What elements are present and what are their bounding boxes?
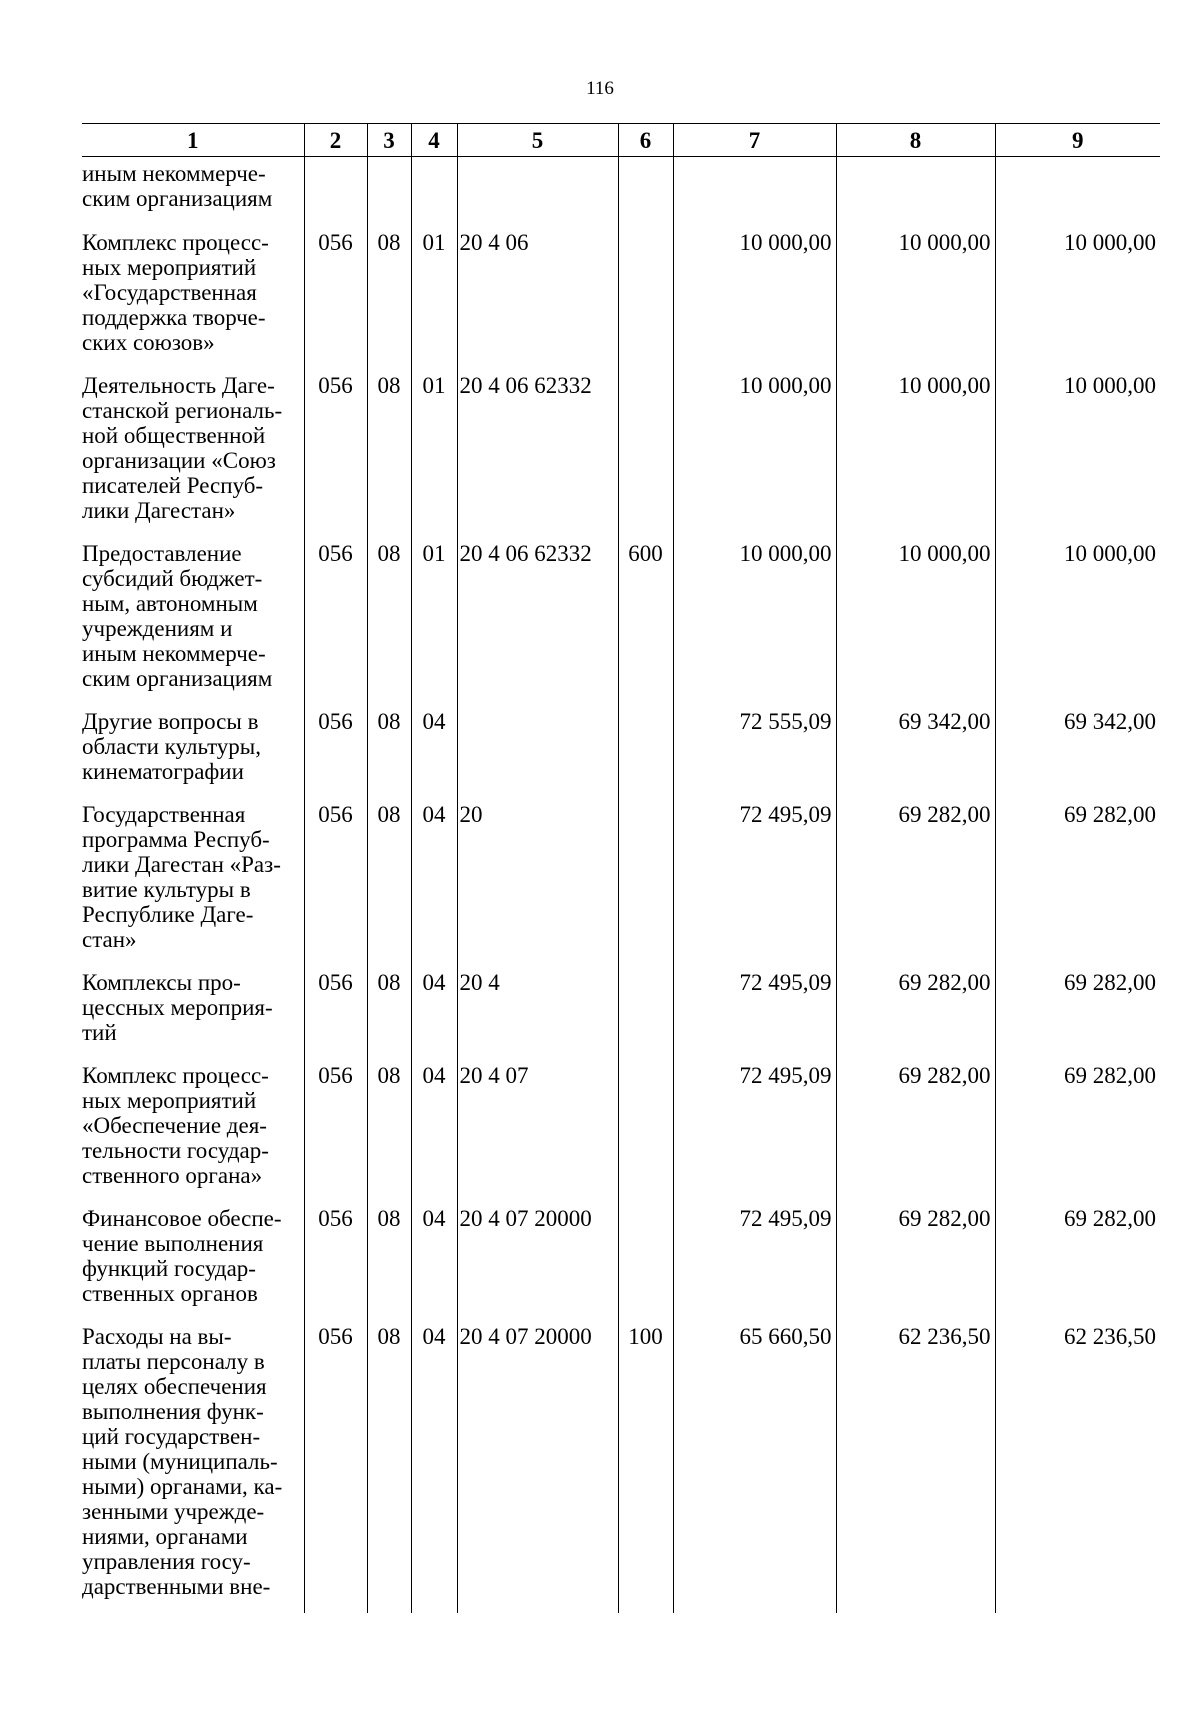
amount-col7-cell <box>673 157 836 231</box>
section-code-cell: 08 <box>367 230 411 373</box>
section-code-cell: 08 <box>367 1063 411 1206</box>
target-article-cell: 20 4 07 20000 <box>457 1324 618 1613</box>
expense-type-cell <box>618 970 673 1063</box>
subsection-code-cell: 04 <box>411 802 457 970</box>
amount-col9-cell: 69 282,00 <box>995 802 1160 970</box>
row-name-line: писателей Респуб- <box>82 473 264 498</box>
target-article-cell <box>457 157 618 231</box>
row-name-line: ниями, органами <box>82 1524 248 1549</box>
row-name-line: Государственная <box>82 802 246 827</box>
section-code-cell: 08 <box>367 970 411 1063</box>
row-name-line: дарственными вне- <box>82 1574 271 1599</box>
amount-col9-cell: 69 282,00 <box>995 970 1160 1063</box>
target-article-cell: 20 4 06 <box>457 230 618 373</box>
row-name-line: ским организациям <box>82 666 273 691</box>
row-name-cell <box>82 1063 304 1206</box>
row-name-line: поддержка творче- <box>82 305 266 330</box>
table-row <box>82 1324 1160 1613</box>
target-article-cell: 20 4 07 20000 <box>457 1206 618 1324</box>
expense-type-cell <box>618 802 673 970</box>
amount-col9-cell: 10 000,00 <box>995 541 1160 709</box>
row-name-line: ственных органов <box>82 1281 258 1306</box>
target-article-cell: 20 4 07 <box>457 1063 618 1206</box>
row-name-line: «Государственная <box>82 280 257 305</box>
row-name-line: тий <box>82 1020 117 1045</box>
row-name-line: ций государствен- <box>82 1424 261 1449</box>
row-name-line: Расходы на вы- <box>82 1324 232 1349</box>
row-name-line: кинематографии <box>82 759 244 784</box>
ministry-code-cell: 056 <box>304 1324 367 1613</box>
table-row <box>82 709 1160 802</box>
amount-col8-cell: 10 000,00 <box>836 230 995 373</box>
amount-col9-cell: 62 236,50 <box>995 1324 1160 1613</box>
amount-col7-cell: 72 495,09 <box>673 1063 836 1206</box>
row-name-line: Предоставление <box>82 541 242 566</box>
ministry-code-cell: 056 <box>304 1063 367 1206</box>
ministry-code-cell: 056 <box>304 802 367 970</box>
row-name-line: цессных мероприя- <box>82 995 273 1020</box>
row-name-line: субсидий бюджет- <box>82 566 263 591</box>
row-name-cell <box>82 970 304 1063</box>
row-name-line: Комплекс процесс- <box>82 1063 269 1088</box>
amount-col7-cell: 10 000,00 <box>673 373 836 541</box>
row-name-line: Финансовое обеспе- <box>82 1206 282 1231</box>
column-header-7: 7 <box>673 124 836 157</box>
row-name-line: ных мероприятий <box>82 1088 257 1113</box>
amount-col8-cell: 10 000,00 <box>836 373 995 541</box>
amount-col9-cell: 10 000,00 <box>995 230 1160 373</box>
row-name-line: лики Дагестан «Раз- <box>82 852 281 877</box>
row-name-line: Республике Даге- <box>82 902 254 927</box>
ministry-code-cell: 056 <box>304 970 367 1063</box>
subsection-code-cell: 01 <box>411 373 457 541</box>
row-name-line: Комплексы про- <box>82 970 241 995</box>
subsection-code-cell: 04 <box>411 709 457 802</box>
table-row <box>82 157 1160 231</box>
amount-col8-cell: 69 282,00 <box>836 970 995 1063</box>
expense-type-cell: 600 <box>618 541 673 709</box>
section-code-cell: 08 <box>367 541 411 709</box>
column-header-1: 1 <box>82 124 304 157</box>
ministry-code-cell: 056 <box>304 373 367 541</box>
row-name-line: ной общественной <box>82 423 266 448</box>
row-name-cell <box>82 541 304 709</box>
row-name-cell <box>82 230 304 373</box>
subsection-code-cell: 04 <box>411 1063 457 1206</box>
row-name-line: станской региональ- <box>82 398 283 423</box>
row-name-line: тельности государ- <box>82 1138 269 1163</box>
row-name-line: ными) органами, ка- <box>82 1474 283 1499</box>
row-name-line: «Обеспечение дея- <box>82 1113 267 1138</box>
row-name-line: ских союзов» <box>82 330 215 355</box>
section-code-cell <box>367 157 411 231</box>
row-name-line: учреждениям и <box>82 616 233 641</box>
target-article-cell: 20 4 <box>457 970 618 1063</box>
expense-type-cell <box>618 1063 673 1206</box>
amount-col8-cell: 62 236,50 <box>836 1324 995 1613</box>
table-body <box>82 157 1160 1614</box>
amount-col9-cell: 69 282,00 <box>995 1206 1160 1324</box>
expense-type-cell <box>618 709 673 802</box>
expense-type-cell <box>618 230 673 373</box>
row-name-cell <box>82 709 304 802</box>
target-article-cell: 20 4 06 62332 <box>457 373 618 541</box>
section-code-cell: 08 <box>367 802 411 970</box>
row-name-line: иным некоммерче- <box>82 161 266 186</box>
row-name-line: функций государ- <box>82 1256 256 1281</box>
row-name-line: области культуры, <box>82 734 262 759</box>
expense-type-cell <box>618 157 673 231</box>
expense-type-cell: 100 <box>618 1324 673 1613</box>
amount-col7-cell: 65 660,50 <box>673 1324 836 1613</box>
row-name-line: ных мероприятий <box>82 255 257 280</box>
target-article-cell: 20 4 06 62332 <box>457 541 618 709</box>
row-name-cell <box>82 157 304 231</box>
amount-col8-cell: 69 282,00 <box>836 802 995 970</box>
amount-col7-cell: 72 495,09 <box>673 802 836 970</box>
amount-col8-cell: 10 000,00 <box>836 541 995 709</box>
row-name-line: целях обеспечения <box>82 1374 267 1399</box>
subsection-code-cell: 01 <box>411 230 457 373</box>
row-name-line: витие культуры в <box>82 877 251 902</box>
section-code-cell: 08 <box>367 709 411 802</box>
amount-col7-cell: 72 495,09 <box>673 1206 836 1324</box>
row-name-line: ственного органа» <box>82 1163 263 1188</box>
ministry-code-cell <box>304 157 367 231</box>
row-name-cell <box>82 373 304 541</box>
column-header-2: 2 <box>304 124 367 157</box>
column-header-5: 5 <box>457 124 618 157</box>
amount-col9-cell <box>995 157 1160 231</box>
row-name-line: Деятельность Даге- <box>82 373 275 398</box>
table-row <box>82 541 1160 709</box>
subsection-code-cell: 04 <box>411 1206 457 1324</box>
ministry-code-cell: 056 <box>304 709 367 802</box>
expense-type-cell <box>618 1206 673 1324</box>
amount-col7-cell: 72 495,09 <box>673 970 836 1063</box>
amount-col8-cell <box>836 157 995 231</box>
row-name-line: платы персоналу в <box>82 1349 265 1374</box>
amount-col8-cell: 69 342,00 <box>836 709 995 802</box>
target-article-cell <box>457 709 618 802</box>
table-row <box>82 373 1160 541</box>
budget-table <box>82 123 1160 1613</box>
row-name-line: чение выполнения <box>82 1231 264 1256</box>
column-header-6: 6 <box>618 124 673 157</box>
row-name-cell <box>82 802 304 970</box>
row-name-line: ным, автономным <box>82 591 258 616</box>
row-name-line: выполнения функ- <box>82 1399 264 1424</box>
section-code-cell: 08 <box>367 1206 411 1324</box>
ministry-code-cell: 056 <box>304 1206 367 1324</box>
section-code-cell: 08 <box>367 373 411 541</box>
column-header-4: 4 <box>411 124 457 157</box>
amount-col7-cell: 10 000,00 <box>673 230 836 373</box>
row-name-line: Комплекс процесс- <box>82 230 269 255</box>
table-row <box>82 802 1160 970</box>
row-name-line: лики Дагестан» <box>82 498 236 523</box>
table-row <box>82 230 1160 373</box>
ministry-code-cell: 056 <box>304 541 367 709</box>
table-row <box>82 970 1160 1063</box>
row-name-line: ными (муниципаль- <box>82 1449 278 1474</box>
row-name-line: ским организациям <box>82 186 273 211</box>
row-name-line: программа Респуб- <box>82 827 270 852</box>
row-name-line: иным некоммерче- <box>82 641 266 666</box>
section-code-cell: 08 <box>367 1324 411 1613</box>
target-article-cell: 20 <box>457 802 618 970</box>
row-name-line: управления госу- <box>82 1549 251 1574</box>
table-row <box>82 1063 1160 1206</box>
subsection-code-cell: 04 <box>411 970 457 1063</box>
amount-col7-cell: 10 000,00 <box>673 541 836 709</box>
expense-type-cell <box>618 373 673 541</box>
row-name-line: организации «Союз <box>82 448 276 473</box>
amount-col8-cell: 69 282,00 <box>836 1206 995 1324</box>
amount-col7-cell: 72 555,09 <box>673 709 836 802</box>
amount-col9-cell: 69 342,00 <box>995 709 1160 802</box>
row-name-line: Другие вопросы в <box>82 709 259 734</box>
subsection-code-cell <box>411 157 457 231</box>
row-name-line: зенными учрежде- <box>82 1499 265 1524</box>
table-header-row <box>82 124 1160 157</box>
amount-col9-cell: 10 000,00 <box>995 373 1160 541</box>
page-number: 116 <box>586 78 614 99</box>
column-header-8: 8 <box>836 124 995 157</box>
table-row <box>82 1206 1160 1324</box>
amount-col8-cell: 69 282,00 <box>836 1063 995 1206</box>
amount-col9-cell: 69 282,00 <box>995 1063 1160 1206</box>
row-name-cell <box>82 1206 304 1324</box>
row-name-cell <box>82 1324 304 1613</box>
column-header-9: 9 <box>995 124 1160 157</box>
ministry-code-cell: 056 <box>304 230 367 373</box>
subsection-code-cell: 04 <box>411 1324 457 1613</box>
row-name-line: стан» <box>82 927 137 952</box>
column-header-3: 3 <box>367 124 411 157</box>
subsection-code-cell: 01 <box>411 541 457 709</box>
